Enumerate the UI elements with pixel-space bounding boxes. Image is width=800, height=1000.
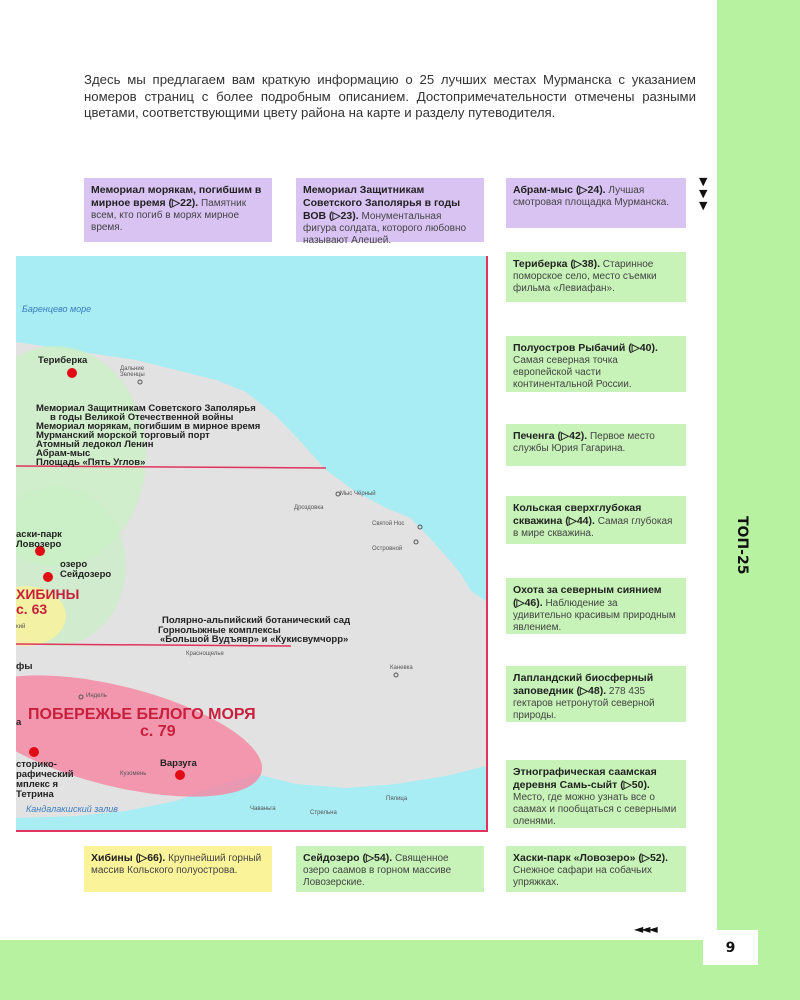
botanic-garden-label: Полярно-альпийский ботанический сад	[162, 615, 351, 626]
down-arrows-icon: ▼ ▼ ▼	[699, 175, 708, 212]
card-title: Полуостров Рыбачий (▷40).	[513, 342, 658, 354]
card-title: Мемориал морякам, погибшим в мирное время (▷22).	[91, 184, 262, 209]
card-abram-mys[interactable]	[506, 178, 686, 228]
chavanga-label: Чаваньга	[250, 806, 276, 812]
barents-sea-label: Баренцево море	[22, 304, 92, 314]
card-kola-well[interactable]	[506, 496, 686, 544]
ski-label: Горнолыжные комплексы	[158, 625, 281, 636]
historic-complex-label: сторико- рафический мплекс я Тетрина	[16, 759, 74, 800]
murmansk-list-7: Площадь «Пять Углов»	[36, 457, 146, 468]
card-husky-park[interactable]	[506, 846, 686, 892]
svyatoy-nos-label: Святой Нос	[372, 521, 405, 527]
map	[16, 256, 488, 832]
card-saami-village[interactable]	[506, 760, 686, 828]
card-title: Мемориал Защитникам Советского Заполярья в годы ВОВ (▷23).	[303, 184, 461, 222]
card-seydozero[interactable]	[296, 846, 484, 892]
husky-park-map-label: аски-парк Ловозеро	[16, 529, 62, 550]
partial-label: кий	[16, 624, 26, 630]
card-lapland-reserve[interactable]	[506, 666, 686, 722]
white-sea-page-label: с. 79	[140, 723, 176, 740]
card-text: Наблюдение за удивительно красивым природным явлением.	[513, 598, 676, 633]
section-side-label: ТОП-25	[734, 516, 750, 575]
card-title: Охота за северным сиянием (▷46).	[513, 584, 662, 609]
card-memorial-sailors[interactable]	[84, 178, 272, 242]
card-text: Священное озеро саамов в горном массиве Ловозерские.	[303, 853, 452, 888]
varzuga-marker-icon[interactable]	[175, 770, 185, 780]
card-text: Старинное поморское село, место съемки фильма «Левиафан».	[513, 259, 657, 294]
varzuga-label: Варзуга	[160, 758, 197, 769]
card-memorial-defenders[interactable]	[296, 178, 484, 246]
card-text: Самая глубокая в мире скважина.	[513, 516, 673, 539]
seydozero-marker-icon[interactable]	[43, 572, 53, 582]
card-teriberka[interactable]	[506, 252, 686, 302]
seydozero-map-label: озеро Сейдозеро	[60, 559, 112, 580]
partial-fy-label: фы	[16, 661, 33, 672]
card-title: Териберка (▷38).	[513, 258, 601, 270]
card-text: Место, где можно узнать все о саамах и пообщаться с северными оленями.	[513, 792, 677, 827]
kandalaksha-bay-label: Кандалакшский залив	[26, 804, 118, 814]
pyalitsa-label: Пялица	[386, 796, 408, 802]
dalnie-zelentsy-label: Дальние Зеленцы	[120, 366, 145, 378]
murmansk-list-3: Мемориал морякам, погибшим в мирное время	[36, 421, 261, 432]
drozdovka-label: Дроздовка	[294, 505, 324, 511]
page-number: 9	[703, 930, 758, 965]
card-title: Лапландский биосферный заповедник (▷48).	[513, 672, 654, 697]
side-green-band	[717, 0, 800, 1000]
card-rybachy[interactable]	[506, 336, 686, 392]
card-title: Сейдозеро (▷54).	[303, 852, 393, 864]
card-pechenga[interactable]	[506, 424, 686, 466]
intro-paragraph: Здесь мы предлагаем вам краткую информацию о 25 лучших местах Мурманска с указанием номеров страниц с более подробным описанием. Достопримечательности отмечены разными цветами, соответствующими цвету района на карте и разделу путеводителя.	[84, 72, 696, 120]
card-khibiny[interactable]	[84, 846, 272, 892]
murmansk-list-1: Мемориал Защитникам Советского Заполярья	[36, 403, 256, 414]
partial-a-label: а	[16, 717, 22, 728]
murmansk-list-2: в годы Великой Отечественной войны	[50, 412, 234, 423]
strelna-label: Стрельна	[310, 810, 337, 816]
card-text: Лучшая смотровая площадка Мурманска.	[513, 185, 670, 208]
card-text: Крупнейший горный массив Кольского полуострова.	[91, 853, 262, 876]
kuzomen-label: Кузомень	[120, 771, 147, 777]
card-title: Этнографическая саамская деревня Самь-сыйт (▷50).	[513, 766, 657, 791]
card-text: 278 435 гектаров нетронутой северной природы.	[513, 686, 655, 721]
card-text: Снежное сафари на собачьих упряжках.	[513, 865, 652, 888]
card-title: Печенга (▷42).	[513, 430, 588, 442]
ostrovnoy-label: Островной	[372, 546, 403, 552]
khibiny-page-label: с. 63	[16, 601, 48, 617]
card-northern-lights[interactable]	[506, 578, 686, 634]
card-text: Самая северная точка европейской части континентальной России.	[513, 355, 632, 390]
murmansk-list-5: Атомный ледокол Ленин	[36, 439, 154, 450]
card-title: Кольская сверхглубокая скважина (▷44).	[513, 502, 642, 527]
mys-chorny-label: Мыс Чёрный	[340, 491, 376, 497]
left-arrows-icon: ◄◄◄	[634, 922, 656, 936]
teriberka-label: Териберка	[38, 355, 88, 366]
bottom-green-band	[0, 940, 800, 1000]
khibiny-region-label: ХИБИНЫ	[16, 586, 80, 602]
murmansk-list-4: Мурманский морской торговый порт	[36, 430, 210, 441]
historic-complex-marker-icon[interactable]	[29, 747, 39, 757]
card-title: Хаски-парк «Ловозеро» (▷52).	[513, 852, 669, 864]
card-text: Памятник всем, кто погиб в морях мирное время.	[91, 198, 247, 233]
teriberka-marker-icon[interactable]	[67, 368, 77, 378]
indel-label: Индель	[86, 693, 107, 699]
krasnoshchelye-label: Краснощелье	[186, 651, 224, 657]
ski-names-label: «Большой Вудъявр» и «Кукисвумчорр»	[160, 634, 349, 645]
card-text: Монументальная фигура солдата, которого любовно называют Алешей.	[303, 211, 467, 246]
white-sea-region-label: ПОБЕРЕЖЬЕ БЕЛОГО МОРЯ	[28, 706, 256, 723]
card-title: Абрам-мыс (▷24).	[513, 184, 606, 196]
card-text: Первое место службы Юрия Гагарина.	[513, 431, 655, 454]
card-title: Хибины (▷66).	[91, 852, 166, 864]
murmansk-list-6: Абрам-мыс	[36, 448, 91, 459]
map-graphic	[16, 256, 486, 830]
kanevka-label: Каневка	[390, 665, 413, 671]
